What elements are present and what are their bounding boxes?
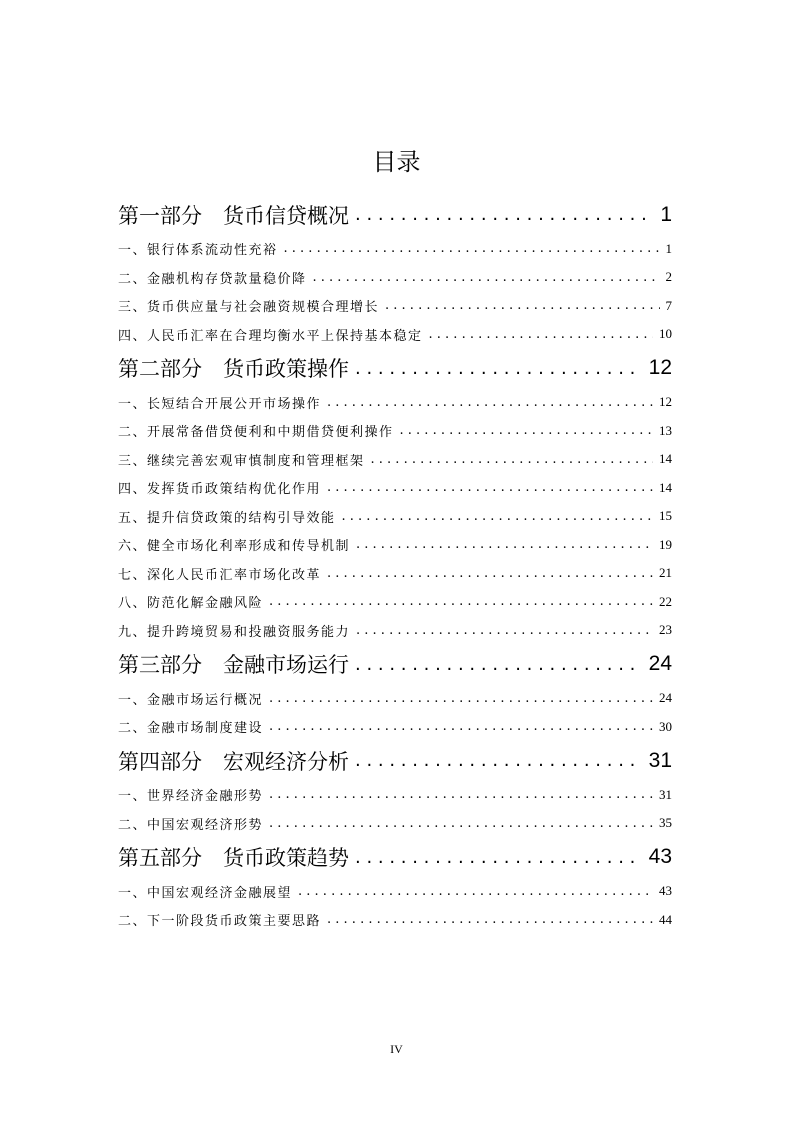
toc-section-entry-label: 三、继续完善宏观审慎制度和管理框架 [118,453,365,469]
toc-part-entry-label: 第五部分 货币政策趋势 [118,846,349,871]
dot-leader [371,452,653,467]
toc-section-entry-label: 一、世界经济金融形势 [118,789,264,805]
toc-section-entry[interactable] [118,906,672,935]
toc-section-entry-label: 四、发挥货币政策结构优化作用 [118,482,322,498]
dot-leader [355,654,643,675]
toc-section-entry-page: 19 [659,536,672,552]
toc-section-entry-label: 二、下一阶段货币政策主要思路 [118,914,322,930]
toc-section-entry-page: 22 [659,593,672,609]
toc-part-entry[interactable] [118,349,672,389]
toc-part-entry-page: 1 [660,202,672,226]
table-of-contents [118,195,672,934]
dot-leader [269,787,653,802]
toc-section-entry[interactable] [118,588,672,617]
toc-section-entry[interactable] [118,559,672,588]
toc-section-entry-label: 七、深化人民币汇率市场化改革 [118,567,322,583]
toc-section-entry[interactable] [118,388,672,417]
toc-section-entry-page: 12 [659,394,672,410]
toc-section-entry-page: 23 [659,622,672,638]
toc-part-entry[interactable] [118,838,672,878]
toc-section-entry-page: 24 [659,690,672,706]
toc-section-entry[interactable] [118,713,672,742]
toc-part-entry-label: 第三部分 金融市场运行 [118,653,349,678]
toc-section-entry-label: 一、长短结合开展公开市场操作 [118,396,322,412]
dot-leader [327,912,653,927]
toc-section-entry-label: 一、金融市场运行概况 [118,692,264,708]
toc-section-entry-page: 15 [659,508,672,524]
toc-section-entry-label: 一、银行体系流动性充裕 [118,243,278,259]
dot-leader [313,270,660,285]
toc-section-entry-label: 五、提升信贷政策的结构引导效能 [118,510,336,526]
toc-section-entry-page: 35 [659,815,672,831]
toc-section-entry-page: 43 [659,883,672,899]
toc-section-entry[interactable] [118,320,672,349]
dot-leader [355,847,643,868]
dot-leader [385,298,659,313]
dot-leader [356,623,653,638]
toc-section-entry-label: 二、开展常备借贷便利和中期借贷便利操作 [118,425,394,441]
toc-part-entry-page: 12 [648,356,672,380]
toc-section-entry[interactable] [118,502,672,531]
dot-leader [355,358,643,379]
toc-section-entry-page: 30 [659,718,672,734]
toc-section-entry-page: 13 [659,422,672,438]
toc-section-entry-label: 九、提升跨境贸易和投融资服务能力 [118,624,351,640]
toc-part-entry[interactable] [118,645,672,685]
toc-section-entry-page: 31 [659,786,672,802]
dot-leader [400,423,653,438]
toc-section-entry-page: 2 [665,269,672,285]
toc-part-entry-label: 第四部分 宏观经济分析 [118,749,349,774]
dot-leader [269,719,653,734]
dot-leader [327,395,653,410]
toc-section-entry[interactable] [118,263,672,292]
toc-section-entry-page: 14 [659,451,672,467]
toc-section-entry[interactable] [118,445,672,474]
toc-part-entry-page: 43 [648,845,672,869]
toc-section-entry-page: 7 [665,297,672,313]
toc-section-entry-label: 二、中国宏观经济形势 [118,817,264,833]
toc-section-entry-label: 八、防范化解金融风险 [118,596,264,612]
page-number: IV [390,1042,403,1056]
toc-part-entry-label: 第二部分 货币政策操作 [118,357,349,382]
toc-section-entry[interactable] [118,684,672,713]
toc-section-entry[interactable] [118,877,672,906]
dot-leader [298,884,653,899]
toc-section-entry[interactable] [118,417,672,446]
toc-section-entry-label: 二、金融机构存贷款量稳价降 [118,271,307,287]
dot-leader [342,509,653,524]
toc-section-entry[interactable] [118,474,672,503]
toc-section-entry-label: 二、金融市场制度建设 [118,721,264,737]
dot-leader [355,750,643,771]
toc-part-entry[interactable] [118,741,672,781]
toc-section-entry[interactable] [118,616,672,645]
dot-leader [269,691,653,706]
toc-section-entry[interactable] [118,809,672,838]
toc-section-entry-page: 10 [659,326,672,342]
toc-section-entry-page: 1 [665,240,672,256]
toc-section-entry[interactable] [118,531,672,560]
dot-leader [327,566,653,581]
toc-section-entry-label: 六、健全市场化利率形成和传导机制 [118,539,351,555]
dot-leader [355,204,654,225]
dot-leader [284,241,660,256]
toc-section-entry-label: 一、中国宏观经济金融展望 [118,885,293,901]
dot-leader [269,594,653,609]
toc-section-entry[interactable] [118,292,672,321]
toc-section-entry[interactable] [118,235,672,264]
toc-title: 目录 [372,148,421,176]
toc-section-entry-label: 三、货币供应量与社会融资规模合理增长 [118,300,380,316]
toc-section-entry-page: 44 [659,911,672,927]
toc-section-entry-page: 14 [659,479,672,495]
dot-leader [429,327,653,342]
toc-section-entry-page: 21 [659,565,672,581]
dot-leader [269,816,653,831]
toc-section-entry-label: 四、人民币汇率在合理均衡水平上保持基本稳定 [118,328,423,344]
toc-part-entry-label: 第一部分 货币信贷概况 [118,203,349,228]
toc-part-entry[interactable] [118,195,672,235]
dot-leader [356,537,653,552]
toc-section-entry[interactable] [118,781,672,810]
dot-leader [327,480,653,495]
toc-part-entry-page: 24 [648,652,672,676]
toc-part-entry-page: 31 [648,748,672,772]
